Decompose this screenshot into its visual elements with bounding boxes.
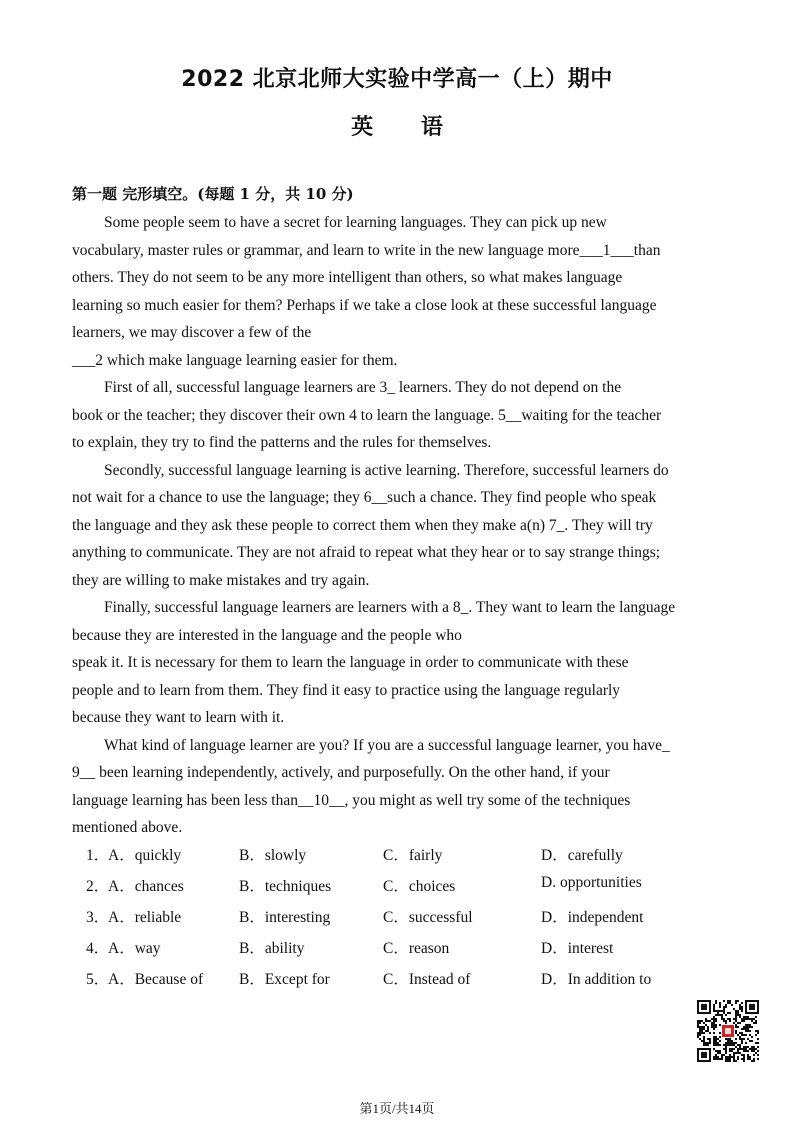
option-b: B．Except for <box>239 971 330 988</box>
question-number: 5． <box>86 971 110 988</box>
option-a: A．Because of <box>108 971 204 988</box>
option-a: A．way <box>108 940 161 957</box>
cloze-passage <box>72 209 724 842</box>
passage-line: mentioned above. <box>72 819 183 836</box>
option-c: C．choices <box>383 878 456 895</box>
passage-line: learners, we may discover a few of the <box>72 324 312 341</box>
option-a: A．reliable <box>108 909 182 926</box>
qr-code <box>697 1000 759 1062</box>
passage-line: not wait for a chance to use the language; they 6__such a chance. They find people who speak <box>72 489 657 506</box>
passage-line: speak it. It is necessary for them to learn the language in order to communicate with these <box>72 654 629 671</box>
option-a: A．chances <box>108 878 184 895</box>
passage-line: learning so much easier for them? Perhaps if we take a close look at these successful language <box>72 296 657 314</box>
page-number: 第1页/共14页 <box>359 1101 435 1116</box>
section-heading: 第一题 完形填空。(每题 1 分，共 10 分) <box>72 185 354 203</box>
passage-line: because they are interested in the language and the people who <box>72 626 462 644</box>
option-b: B．interesting <box>239 909 331 926</box>
question-number: 2． <box>86 878 110 895</box>
passage-line: What kind of language learner are you? If you are a successful language learner, you have_ <box>104 736 670 754</box>
passage-line: Finally, successful language learners are learners with a 8_. They want to learn the language <box>104 599 676 616</box>
option-d: D．In addition to <box>541 971 652 988</box>
option-c: C．successful <box>383 909 473 926</box>
option-c: C．Instead of <box>383 971 471 988</box>
passage-line: Secondly, successful language learning is active learning. Therefore, successful learners do <box>104 461 669 479</box>
passage-line: others. They do not seem to be any more intelligent than others, so what makes language <box>72 269 623 286</box>
passage-line: vocabulary, master rules or grammar, and learn to write in the new language more___1___than <box>72 241 661 259</box>
option-a: A．quickly <box>108 847 182 864</box>
passage-line: ___2 which make language learning easier for them. <box>72 351 398 369</box>
option-b: B．ability <box>239 940 305 957</box>
passage-line: the language and they ask these people to correct them when they make a(n) 7_. They will try <box>72 516 653 534</box>
passage-line: because they want to learn with it. <box>72 709 285 726</box>
passage-line: they are willing to make mistakes and try again. <box>72 571 370 589</box>
option-d: D. opportunities <box>541 874 642 891</box>
passage-line: to explain, they try to find the patterns and the rules for themselves. <box>72 434 492 451</box>
passage-line: book or the teacher; they discover their own 4 to learn the language. 5__waiting for the teacher <box>72 406 662 424</box>
option-d: D．carefully <box>541 847 623 864</box>
question-number: 1． <box>86 847 110 864</box>
question-number: 3． <box>86 909 110 926</box>
passage-line: 9__ been learning independently, actively, and purposefully. On the other hand, if your <box>72 764 610 781</box>
option-b: B．techniques <box>239 878 332 895</box>
option-d: D．independent <box>541 909 644 926</box>
question-number: 4． <box>86 940 110 957</box>
passage-line: language learning has been less than__10__, you might as well try some of the techniques <box>72 791 631 809</box>
page-title: 2022 北京北师大实验中学高一（上）期中 <box>181 67 613 92</box>
option-c: C．reason <box>383 940 450 957</box>
option-d: D．interest <box>541 940 614 957</box>
passage-line: Some people seem to have a secret for learning languages. They can pick up new <box>104 214 607 231</box>
passage-line: people and to learn from them. They find it easy to practice using the language regularly <box>72 681 621 699</box>
option-b: B．slowly <box>239 847 307 864</box>
subject-title: 英 语 <box>351 115 443 140</box>
passage-line: anything to communicate. They are not afraid to repeat what they hear or to say strange things; <box>72 544 661 561</box>
passage-line: First of all, successful language learners are 3_ learners. They do not depend on the <box>104 379 622 396</box>
option-c: C．fairly <box>383 847 443 864</box>
